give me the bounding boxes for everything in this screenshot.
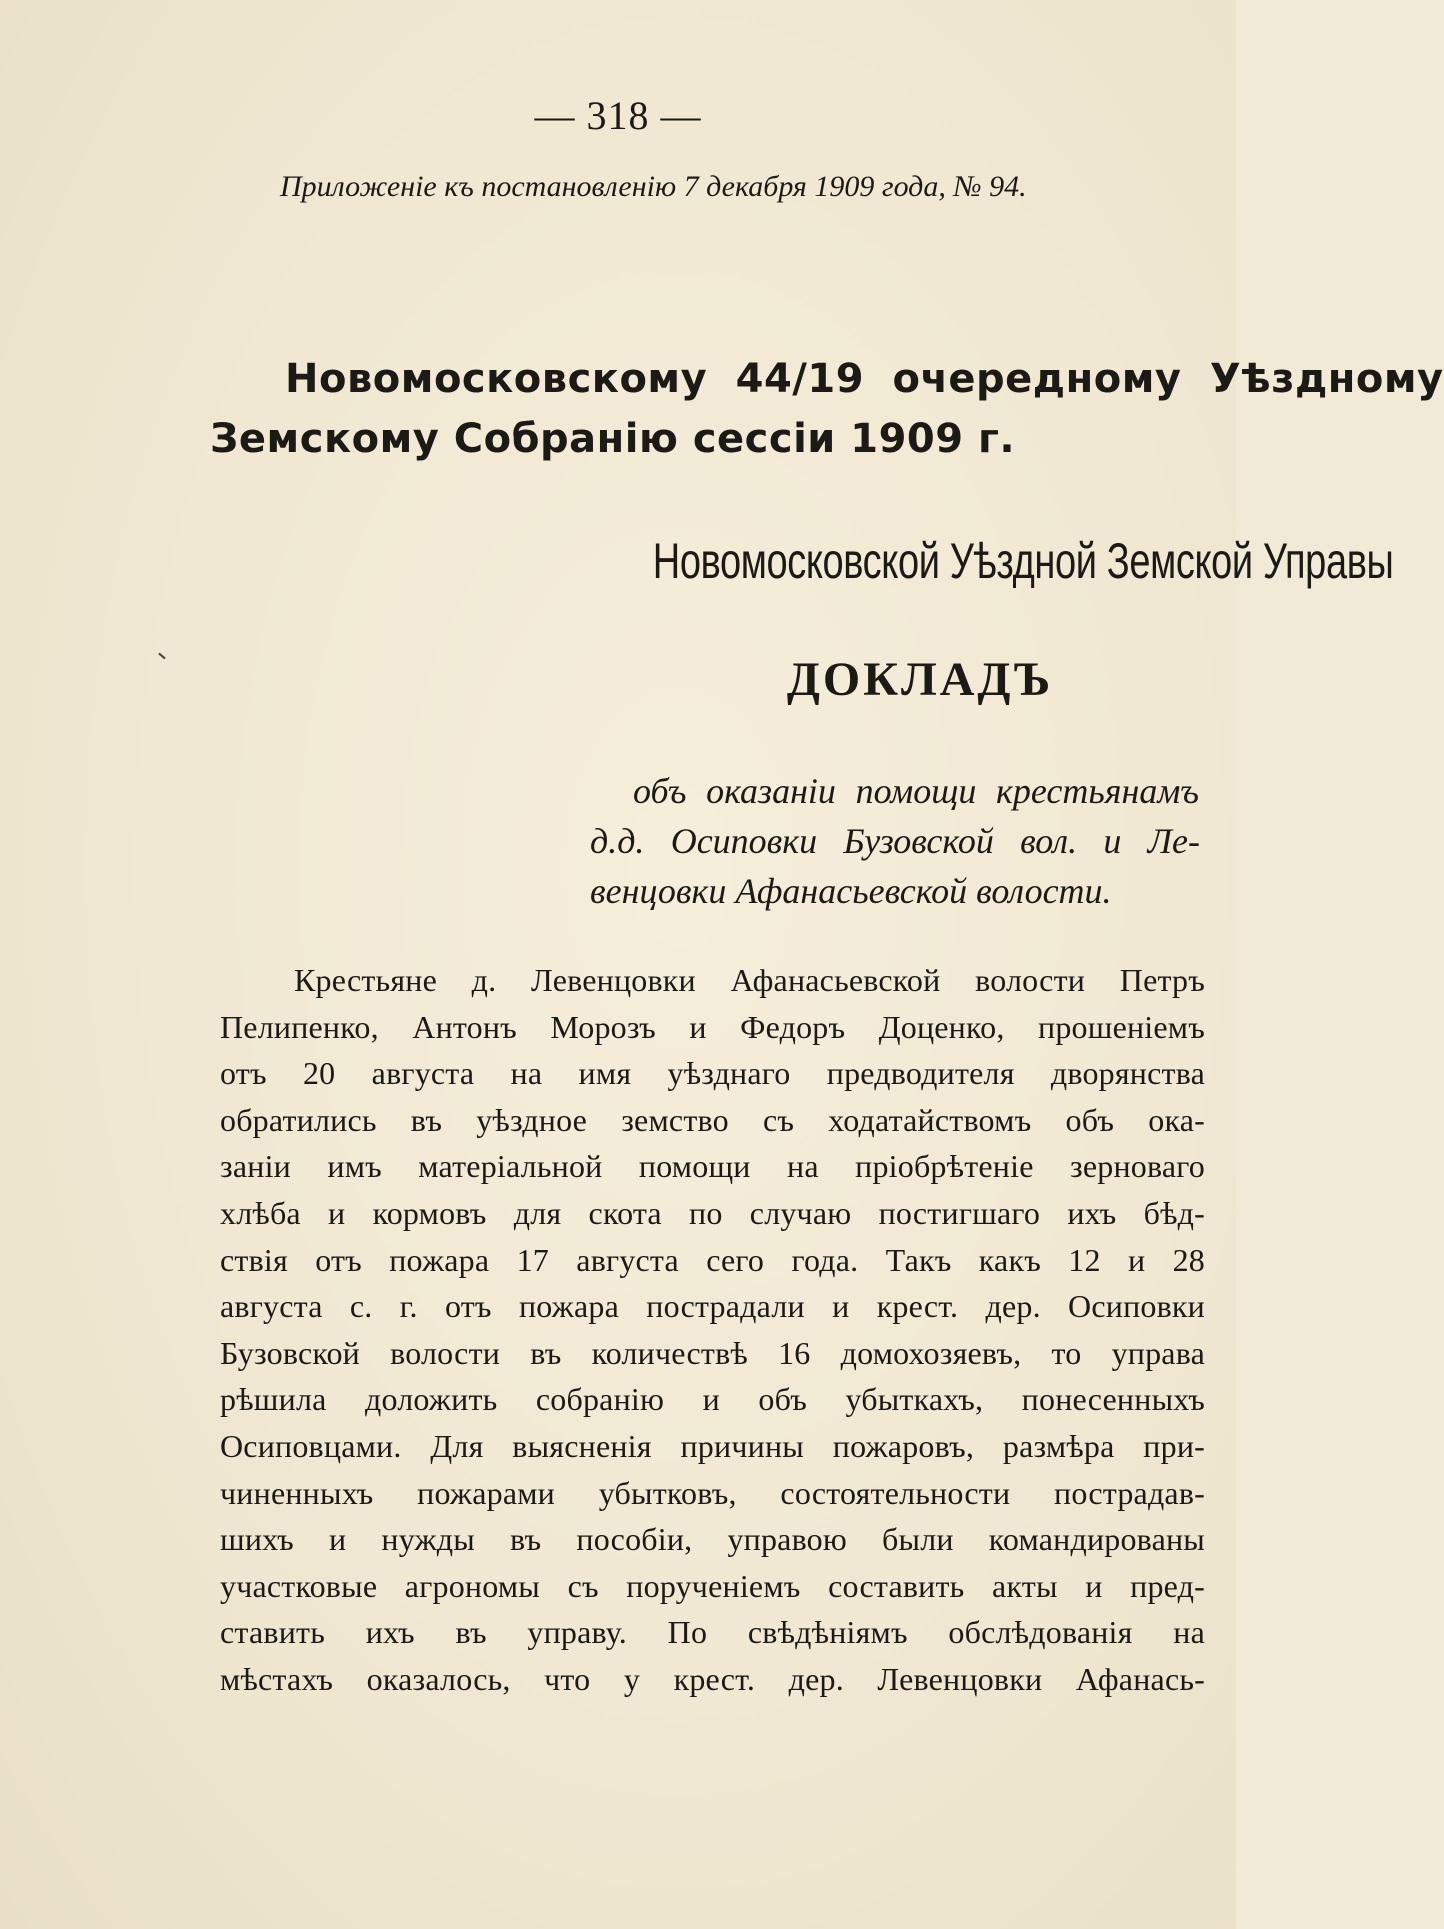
body-line: отъ 20 августа на имя уѣзднаго предводителя дворянства [220,1055,1205,1092]
body-line: Крестьяне д. Левенцовки Афанасьевской волости Петръ [294,962,1205,998]
body-line: обратились въ уѣздное земство съ ходатайствомъ объ ока- [220,1101,1205,1138]
subject-line-3: венцовки Афанасьевской волости. [590,871,1112,911]
body-line: мѣстахъ оказалось, что у крест. дер. Левенцовки Афанась- [220,1661,1205,1697]
body-line: участковые агрономы съ порученіемъ составить акты и пред- [220,1567,1205,1604]
body-line: ствія отъ пожара 17 августа сего года. Такъ какъ 12 и 28 [220,1241,1205,1278]
subject-line-2: д.д. Осиповки Бузовской вол. и Ле- [590,821,1200,861]
addressee-line-2: Земскому Собранію сессіи 1909 г. [210,416,1016,462]
page-number: — 318 — [534,93,702,138]
body-line: августа с. г. отъ пожара пострадали и крест. дер. Осиповки [220,1288,1205,1325]
body-line: Бузовской волости въ количествѣ 16 домохозяевъ, то управа [220,1334,1205,1371]
stray-ink-mark [158,653,165,660]
body-line: хлѣба и кормовъ для скота по случаю постигшаго ихъ бѣд- [220,1195,1205,1231]
body-line: чиненныхъ пожарами убытковъ, состоятельности пострадав- [220,1474,1205,1511]
subject-line-1: объ оказаніи помощи крестьянамъ [633,771,1199,811]
body-line: ставить ихъ въ управу. По свѣдѣніямъ обслѣдованія на [220,1614,1205,1651]
body-line: заніи имъ матеріальной помощи на пріобрѣтеніе зерноваго [220,1148,1205,1185]
body-line: Осиповцами. Для выясненія причины пожаровъ, размѣра при- [220,1428,1205,1464]
appendix-note: Приложеніе къ постановленію 7 декабря 1909 года, № 94. [280,170,1027,203]
authority-heading: Новомосковской Уѣздной Земской Управы [652,533,1394,589]
body-line: шихъ и нужды въ пособіи, управою были командированы [220,1521,1205,1558]
body-line: рѣшила доложить собранію и объ убыткахъ, понесенныхъ [220,1381,1205,1418]
body-line: Пелипенко, Антонъ Морозъ и Федоръ Доценко, прошеніемъ [220,1008,1205,1045]
addressee-line-1: Новомосковскому 44/19 очередному Уѣздному [285,356,1444,402]
document-type-heading: ДОКЛАДЪ [786,653,1054,706]
